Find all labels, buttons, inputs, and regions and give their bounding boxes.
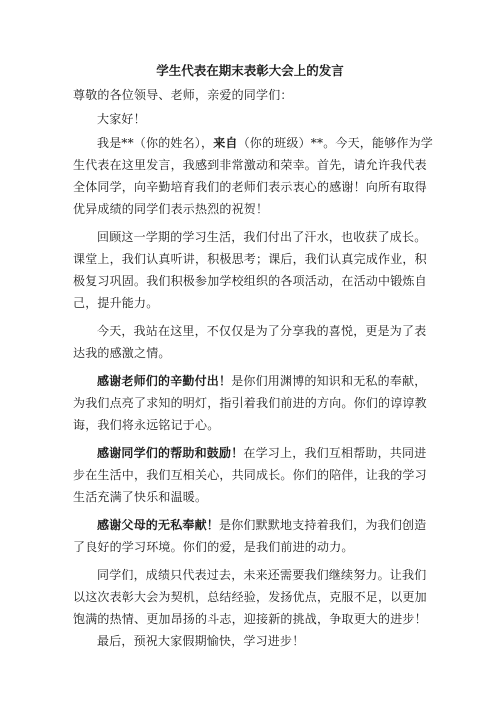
thanks-teachers-text: 是你们用渊博的知识和无私的奉献，为我们点亮了求知的明灯，指引着我们前进的方向。你们的谆谆教诲，我们将永远铭记于心。 bbox=[73, 374, 427, 432]
thanks-parents-heading: 感谢父母的无私奉献！ bbox=[97, 518, 220, 532]
document-body bbox=[73, 84, 437, 652]
closing-paragraph: 最后，预祝大家假期愉快，学习进步！ bbox=[97, 634, 305, 648]
today-paragraph: 今天，我站在这里，不仅仅是为了分享我的喜悦，更是为了表达我的感激之情。 bbox=[73, 324, 427, 360]
document-title: 学生代表在期末表彰大会上的发言 bbox=[156, 63, 344, 78]
encourage-paragraph: 同学们，成绩只代表过去，未来还需要我们继续努力。让我们以这次表彰大会为契机，总结经验，发扬优点，克服不足，以更加饱满的热情、更加昂扬的斗志，迎接新的挑战，争取更大的进步！ bbox=[73, 568, 427, 626]
thanks-parents-paragraph bbox=[73, 514, 437, 558]
thanks-teachers-heading: 感谢老师们的辛勤付出！ bbox=[97, 374, 232, 388]
intro-text-1: 我是**（你的姓名）， bbox=[97, 136, 214, 150]
review-paragraph: 回顾这一学期的学习生活，我们付出了汗水，也收获了成长。课堂上，我们认真听讲，积极思考；课后，我们认真完成作业，积极复习巩固。我们积极参加学校组织的各项活动，在活动中锻炼自己，提升能力。 bbox=[73, 230, 427, 310]
intro-bold: 来自 bbox=[213, 136, 238, 150]
salutation: 尊敬的各位领导、老师，亲爱的同学们： bbox=[73, 88, 293, 102]
intro-text-2: （你的班级）**。今天，能够作为学生代表在这里发言，我感到非常激动和荣幸。首先，请允许我代表全体同学，向辛勤培育我们的老师们表示衷心的感谢！向所有取得优异成绩的同学们表示热烈的祝贺！ bbox=[73, 136, 434, 216]
greeting: 大家好！ bbox=[97, 112, 146, 126]
thanks-classmates-text: 在学习上，我们互相帮助，共同进步在生活中，我们互相关心，共同成长。你们的陪伴，让我的学习生活充满了快乐和温暖。 bbox=[73, 446, 427, 504]
intro-paragraph bbox=[73, 132, 437, 220]
thanks-parents-text: 是你们默默地支持着我们，为我们创造了良好的学习环境。你们的爱，是我们前进的动力。 bbox=[73, 518, 427, 554]
thanks-classmates-heading: 感谢同学们的帮助和鼓励！ bbox=[97, 446, 244, 460]
thanks-classmates-paragraph bbox=[73, 442, 437, 508]
thanks-teachers-paragraph bbox=[73, 370, 437, 436]
